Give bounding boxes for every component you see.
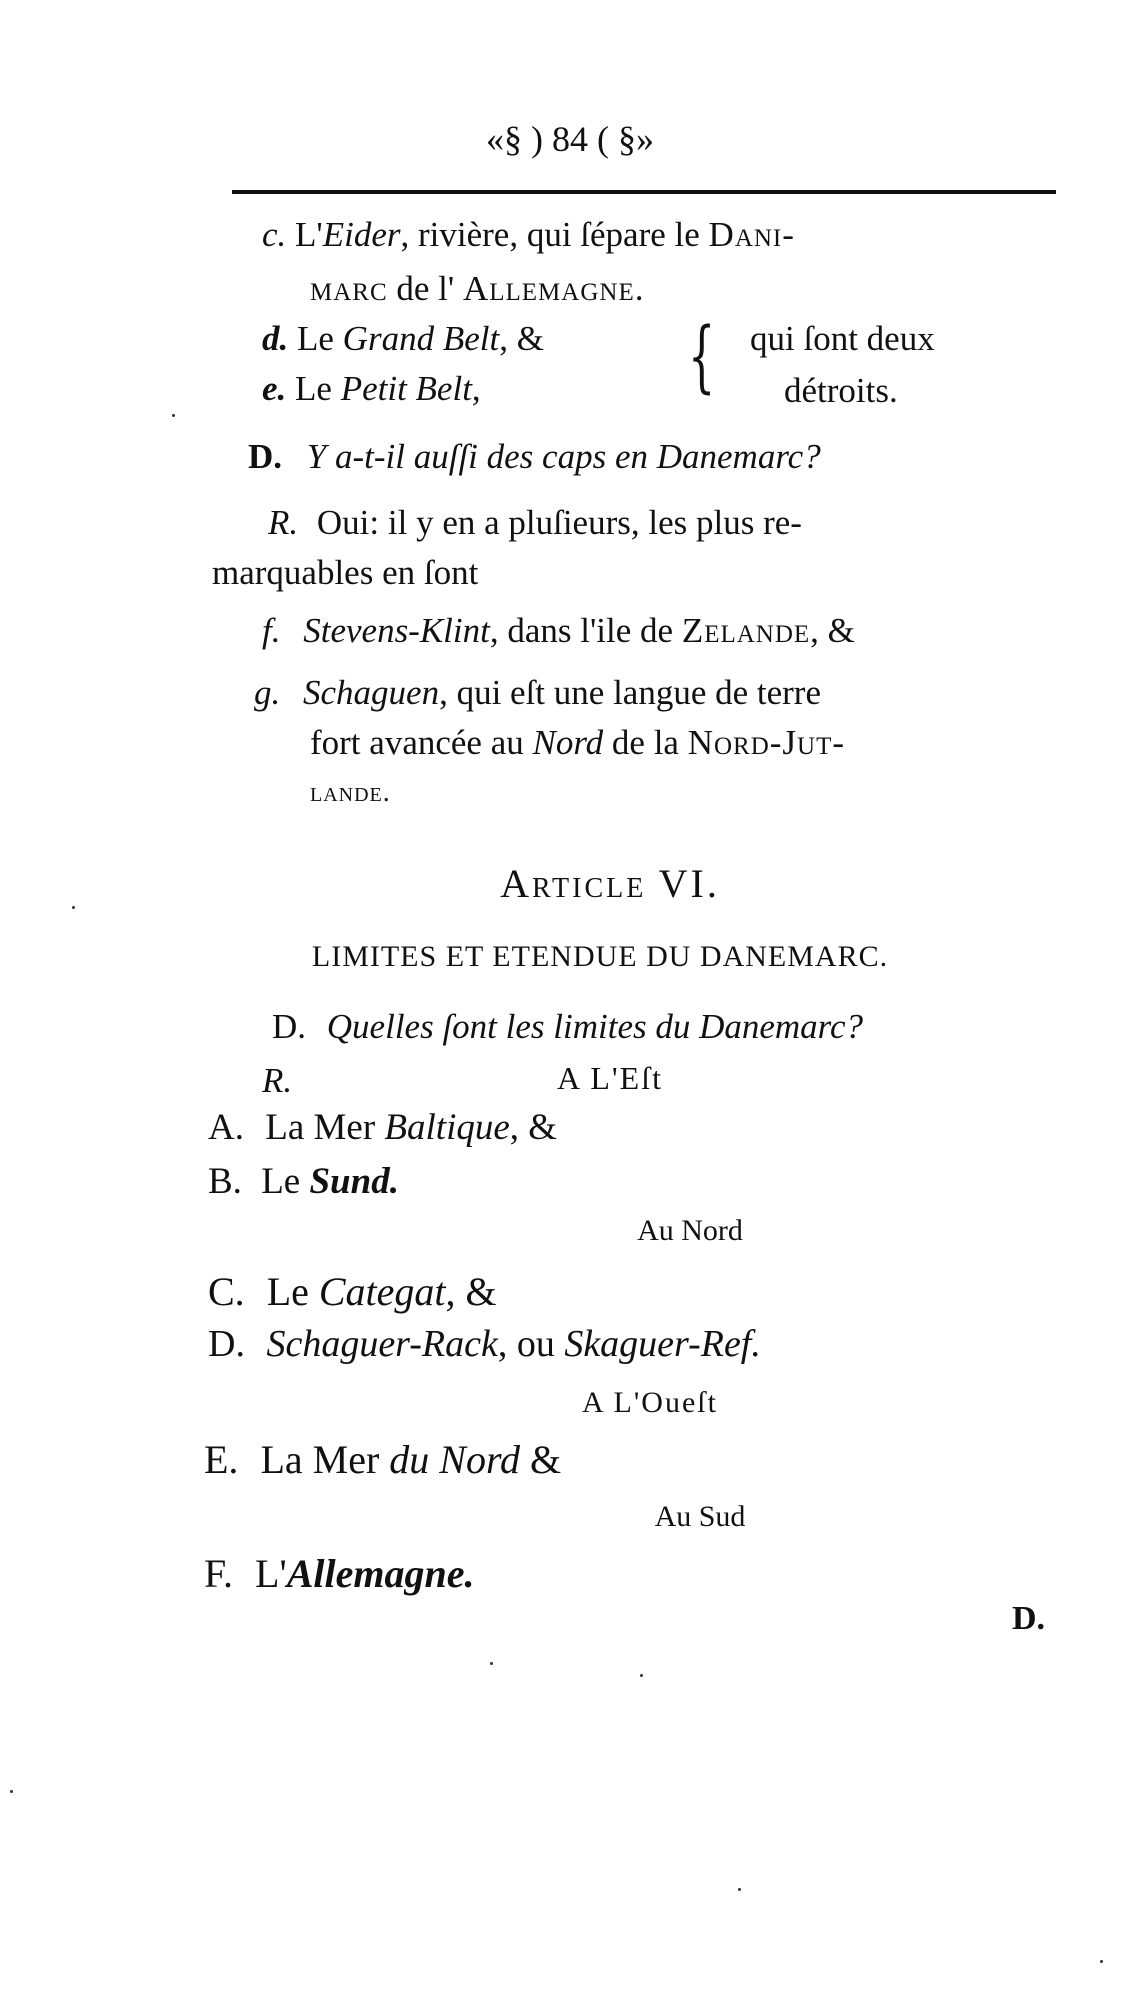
- text: L': [255, 1551, 287, 1596]
- answer-capes-line-2: marquables en ſont: [212, 553, 479, 592]
- header-rule: [232, 190, 1056, 194]
- limit-marker: D.: [208, 1323, 245, 1365]
- question-marker: D.: [248, 437, 283, 476]
- text: La Mer: [260, 1437, 390, 1482]
- text: , ou: [497, 1323, 565, 1365]
- island-name: Zelande: [681, 611, 811, 650]
- answer-capes-line-1: [268, 502, 802, 544]
- entry-e-right: détroits.: [784, 371, 898, 410]
- country-name: Dani-: [708, 215, 795, 254]
- sea-name: Categat: [318, 1269, 446, 1314]
- entry-c-line-2: [310, 268, 643, 310]
- entry-g-line-2: [310, 722, 845, 764]
- text: Le: [261, 1161, 310, 1202]
- heading-east: A L'Eſt: [557, 1060, 663, 1096]
- limit-e: [204, 1436, 561, 1484]
- question-text: Y a-t-il auſſi des caps en Danemarc?: [306, 437, 821, 476]
- strait-name: Grand Belt: [342, 319, 500, 358]
- article-title: Article VI.: [500, 861, 720, 906]
- text: , &: [810, 611, 855, 650]
- question-marker: D.: [272, 1007, 307, 1046]
- strait-name: Petit Belt: [340, 369, 472, 408]
- country-name: marc: [310, 269, 388, 308]
- scan-speck: [1100, 1960, 1103, 1963]
- entry-f-line: [262, 610, 855, 652]
- limit-f: [204, 1550, 474, 1598]
- article-subtitle: LIMITES ET ETENDUE DU DANEMARC.: [311, 940, 889, 973]
- text: &: [520, 1437, 562, 1482]
- heading-south: Au Sud: [654, 1500, 746, 1533]
- region-name: Nord-Jut-: [687, 723, 846, 762]
- place-name: Eider: [322, 215, 401, 254]
- text: Le: [266, 1269, 319, 1314]
- answer-text: Oui: il y en a pluſieurs, les plus re-: [316, 503, 802, 542]
- scan-speck: [490, 1662, 493, 1665]
- entry-marker: c.: [262, 215, 287, 254]
- entry-d-line: [262, 318, 544, 360]
- sea-name: Baltique: [384, 1107, 510, 1148]
- heading-north: Au Nord: [637, 1214, 743, 1247]
- strait-name: Sund.: [309, 1161, 399, 1202]
- scan-speck: [640, 1674, 643, 1677]
- text: , dans l'ile de: [489, 611, 682, 650]
- entry-d-right: qui ſont deux: [750, 319, 935, 358]
- entry-marker: d.: [262, 319, 289, 358]
- entry-c-line-1: [262, 214, 795, 256]
- entry-g-line-1: [254, 672, 821, 714]
- scan-speck: [10, 1790, 13, 1793]
- limit-marker: E.: [204, 1437, 239, 1482]
- limit-marker: C.: [208, 1269, 245, 1314]
- entry-e-line: [262, 368, 481, 410]
- strait-name: Skaguer-Ref.: [564, 1323, 761, 1365]
- text: L': [295, 215, 323, 254]
- question-text: Quelles ſont les limites du Danemarc?: [326, 1007, 864, 1046]
- limit-c: [208, 1268, 497, 1316]
- sea-name: du Nord: [389, 1437, 521, 1482]
- entry-g-line-3: lande.: [310, 777, 391, 808]
- text: Le: [297, 319, 343, 358]
- answer-marker: R.: [262, 1061, 293, 1100]
- scan-speck: [172, 414, 175, 417]
- text: La Mer: [265, 1107, 385, 1148]
- text: de la: [603, 723, 688, 762]
- limit-d: [208, 1322, 761, 1368]
- direction-word: Nord: [532, 723, 604, 762]
- cape-name: Stevens-Klint: [303, 611, 490, 650]
- scan-speck: [72, 906, 75, 909]
- question-limits: [272, 1006, 863, 1048]
- limit-marker: B.: [208, 1161, 242, 1202]
- limit-a: [208, 1106, 557, 1150]
- limit-b: [208, 1160, 399, 1204]
- limit-marker: F.: [204, 1551, 234, 1596]
- limit-marker: A.: [208, 1107, 244, 1148]
- text: Le: [295, 369, 341, 408]
- entry-marker: f.: [262, 611, 281, 650]
- heading-west: A L'Oueſt: [582, 1386, 718, 1419]
- text: de l': [387, 269, 463, 308]
- text: , &: [499, 319, 544, 358]
- page-header: «§ ) 84 ( §»: [486, 119, 654, 159]
- brace-glyph: {: [688, 312, 716, 402]
- text: fort avancée au: [310, 723, 533, 762]
- text: , qui eſt une langue de terre: [439, 673, 822, 712]
- text: ,: [471, 369, 481, 408]
- scan-speck: [738, 1888, 741, 1891]
- entry-marker: e.: [262, 369, 287, 408]
- catchword: D.: [1012, 1600, 1046, 1637]
- text: , &: [445, 1269, 497, 1314]
- text: , &: [509, 1107, 558, 1148]
- text: .: [634, 269, 644, 308]
- strait-name: Schaguer-Rack: [266, 1323, 498, 1365]
- entry-marker: g.: [254, 673, 281, 712]
- answer-marker: R.: [268, 503, 299, 542]
- country-name: Allemagne: [462, 269, 635, 308]
- country-name: Allemagne.: [286, 1551, 475, 1596]
- cape-name: Schaguen: [303, 673, 440, 712]
- question-capes: [248, 436, 821, 478]
- text: , rivière, qui ſépare le: [400, 215, 709, 254]
